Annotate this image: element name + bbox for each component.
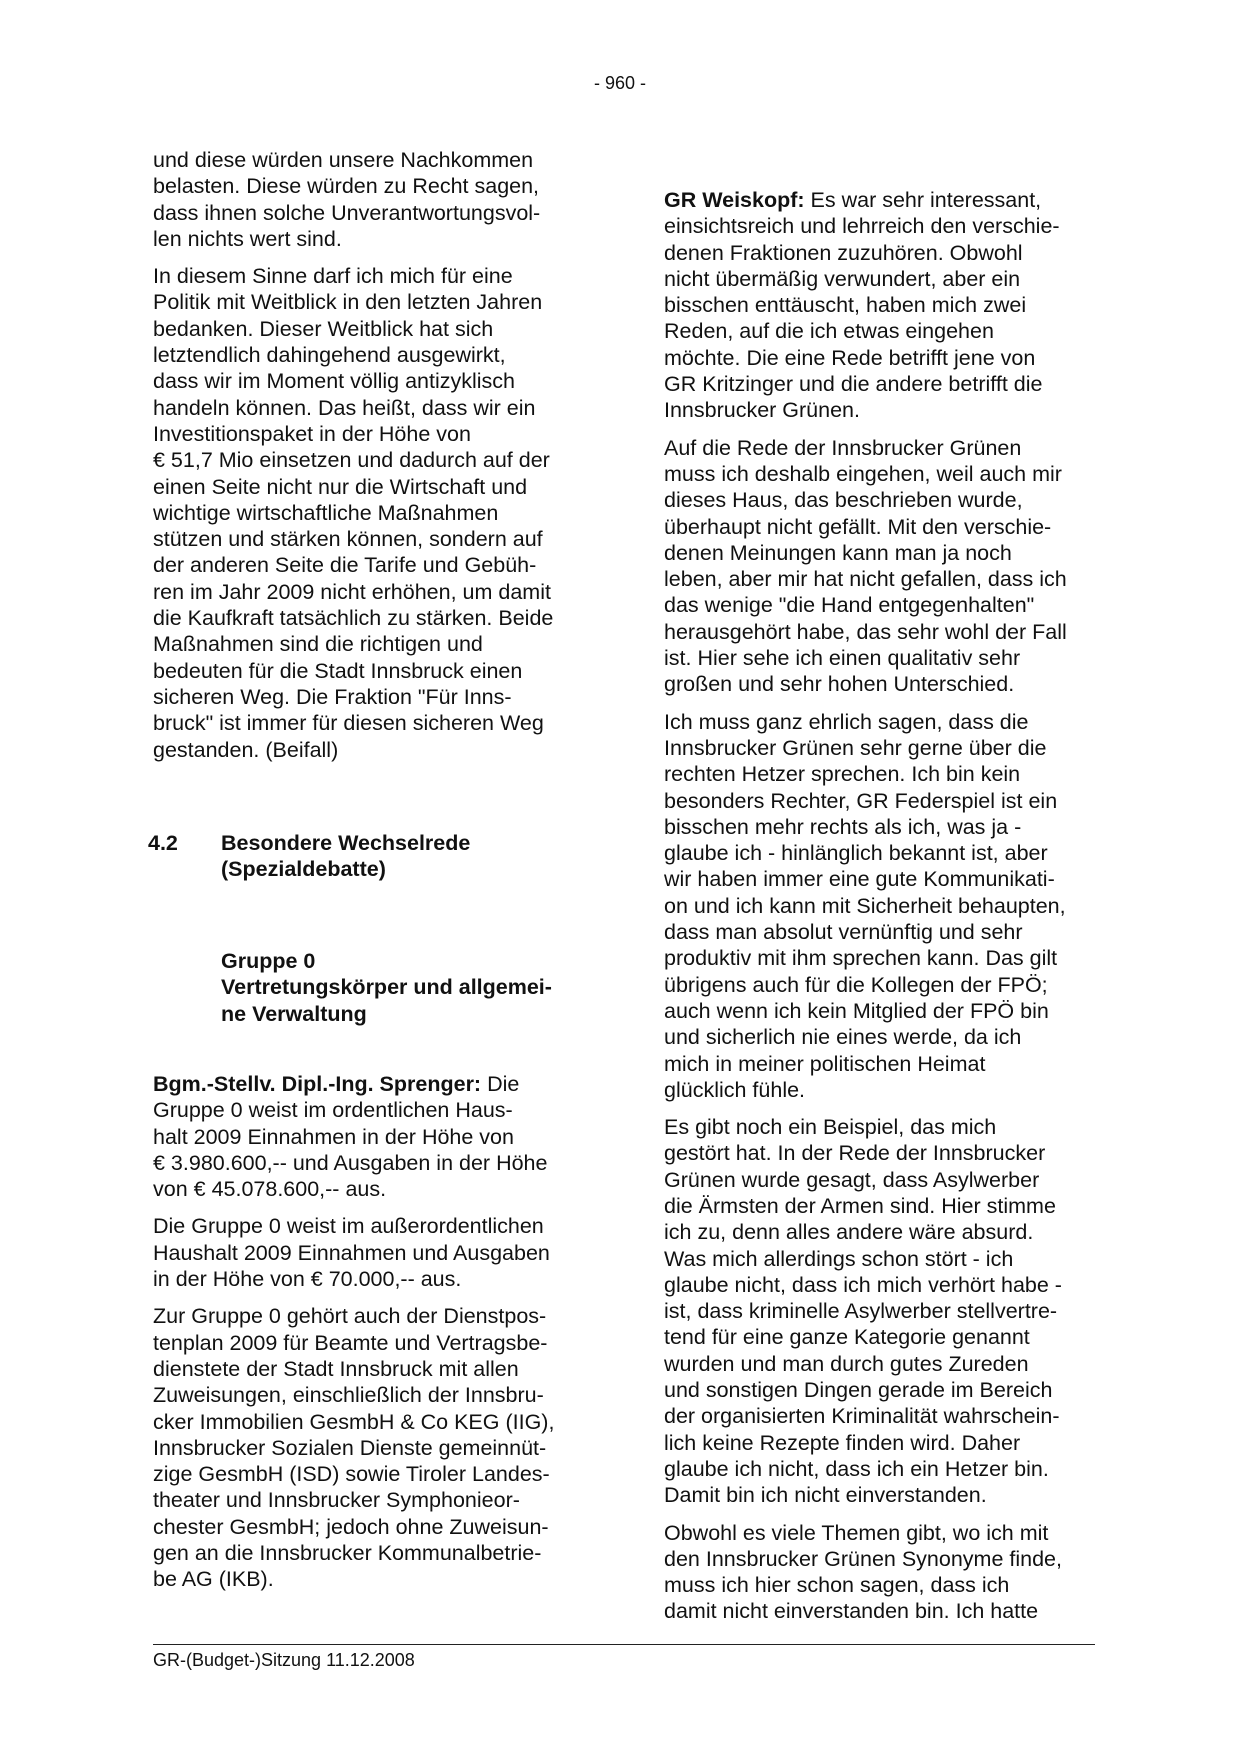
footer-divider: [153, 1644, 1095, 1645]
footer-text: GR-(Budget-)Sitzung 11.12.2008: [153, 1650, 415, 1670]
speaker-name: Bgm.-Stellv. Dipl.-Ing. Sprenger:: [153, 1072, 482, 1096]
paragraph: Es gibt noch ein Beispiel, das mich gestört hat. In der Rede der Innsbrucker Grünen wurde gesagt, dass Asylwerber die Ärmsten der Armen sind. Hier stimme ich zu, denn alles andere wäre absurd. Was mich allerdings schon stört - ich glaube nicht, dass ich mich verhört habe - ist, dass kriminelle Asylwerber stellvertre- tend für eine ganze Kategorie genannt wurden und man durch gutes Zureden und sonstigen Dingen gerade im Bereich der organisierten Kriminalität wahrschein- lich keine Rezepte finden wird. Daher glaube ich nicht, dass ich ein Hetzer bin. Damit bin ich nicht einverstanden.: [664, 1115, 1062, 1508]
paragraph: Obwohl es viele Themen gibt, wo ich mit den Innsbrucker Grünen Synonyme finde, muss ich hier schon sagen, dass ich damit nicht einverstanden bin. Ich hatte: [664, 1520, 1062, 1624]
paragraph: Auf die Rede der Innsbrucker Grünen muss ich deshalb eingehen, weil auch mir dieses Haus, das beschrieben wurde, überhaupt nicht gefällt. Mit den verschie- denen Meinungen kann man ja noch leben, aber mir hat nicht gefallen, dass ich das wenige "die Hand entgegenhalten" herausgehört habe, das sehr wohl der Fall ist. Hier sehe ich einen qualitativ sehr großen und sehr hohen Unterschied.: [664, 435, 1067, 697]
page-number: - 960 -: [593, 73, 647, 93]
paragraph: In diesem Sinne darf ich mich für eine Politik mit Weitblick in den letzten Jahren bedanken. Dieser Weitblick hat sich letztendlich dahingehend ausgewirkt, dass wir im Moment völlig antizyklisch handeln können. Das heißt, dass wir ein Investitionspaket in der Höhe von € 51,7 Mio einsetzen und dadurch auf der einen Seite nicht nur die Wirtschaft und wichtige wirtschaftliche Maßnahmen stützen und stärken können, sondern auf der anderen Seite die Tarife und Gebüh- ren im Jahr 2009 nicht erhöhen, um damit die Kaufkraft tatsächlich zu stärken. Beide Maßnahmen sind die richtigen und bedeuten für die Stadt Innsbruck einen sicheren Weg. Die Fraktion "Für Inns- bruck" ist immer für diesen sicheren Weg gestanden. (Beifall): [153, 264, 554, 762]
right-column: [664, 187, 1104, 1625]
sprenger-statement: [153, 1071, 593, 1593]
speech-text: Die Gruppe 0 weist im ordentlichen Haus- halt 2009 Einnahmen in der Höhe von € 3.980.600,-- und Ausgaben in der Höhe von € 45.078.600,-- aus.: [153, 1072, 548, 1202]
left-column: [153, 147, 593, 763]
speech-text: Es war sehr interessant, einsichtsreich und lehrreich den verschie- denen Fraktionen zuzuhören. Obwohl nicht übermäßig verwundert, aber ein bisschen enttäuscht, haben mich zwei Reden, auf die ich etwas eingehen möchte. Die eine Rede betrifft jene von GR Kritzinger und die andere betrifft die Innsbrucker Grünen.: [664, 188, 1060, 423]
paragraph: Zur Gruppe 0 gehört auch der Dienstpos- tenplan 2009 für Beamte und Vertragsbe- dienstete der Stadt Innsbruck mit allen Zuweisungen, einschließlich der Innsbru- cker Immobilien GesmbH & Co KEG (IIG), Innsbrucker Sozialen Dienste gemeinnüt- zige GesmbH (ISD) sowie Tiroler Landes- theater und Innsbrucker Symphonieor- chester GesmbH; jedoch ohne Zuweisun- gen an die Innsbrucker Kommunalbetrie- be AG (IKB).: [153, 1304, 555, 1592]
paragraph: Die Gruppe 0 weist im außerordentlichen Haushalt 2009 Einnahmen und Ausgaben in der Höhe von € 70.000,-- aus.: [153, 1214, 550, 1292]
group-heading: Gruppe 0 Vertretungskörper und allgemei- ne Verwaltung: [221, 949, 552, 1026]
paragraph: [664, 187, 1104, 424]
speaker-name: GR Weiskopf:: [664, 188, 805, 212]
section-number: 4.2: [148, 831, 178, 855]
section-title: Besondere Wechselrede (Spezialdebatte): [221, 831, 471, 882]
paragraph: Ich muss ganz ehrlich sagen, dass die Innsbrucker Grünen sehr gerne über die rechten Hetzer sprechen. Ich bin kein besonders Rechter, GR Federspiel ist ein bisschen mehr rechts als ich, was ja - glaube ich - hinlänglich bekannt ist, aber wir haben immer eine gute Kommunikati- on und ich kann mit Sicherheit behaupten, dass man absolut vernünftig und sehr produktiv mit ihm sprechen kann. Das gilt übrigens auch für die Kollegen der FPÖ; auch wenn ich kein Mitglied der FPÖ bin und sicherlich nie eines werde, da ich mich in meiner politischen Heimat glücklich fühle.: [664, 709, 1066, 1102]
paragraph: [153, 1071, 593, 1202]
paragraph: und diese würden unsere Nachkommen belasten. Diese würden zu Recht sagen, dass ihnen solche Unverantwortungsvol- len nichts wert sind.: [153, 148, 541, 251]
